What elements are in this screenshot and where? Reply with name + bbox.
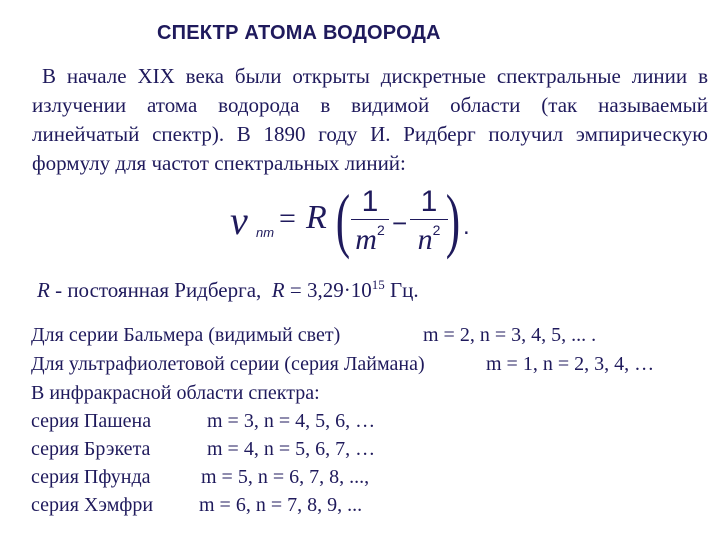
series-row-paschen <box>31 410 376 433</box>
formula-end: . <box>463 213 470 240</box>
series-label: серия Хэмфри <box>31 494 154 516</box>
rydberg-value-symbol: R <box>271 278 285 302</box>
fraction-numerator: 1 <box>420 185 438 218</box>
fraction-numerator: 1 <box>361 185 379 218</box>
series-row-infrared-heading <box>31 382 320 405</box>
series-condition: m = 4, n = 5, 6, 7, … <box>207 438 376 460</box>
rydberg-exponent: 15 <box>371 277 385 292</box>
denominator-power: 2 <box>376 222 385 238</box>
series-label: серия Пашена <box>31 410 152 432</box>
rydberg-symbol: R <box>37 278 50 302</box>
fraction-bar <box>410 219 448 220</box>
intro-paragraph: В начале XIX века были открыты дискретные спектральные линии в излучении атома водорода в видимой области (так называемый линейчатый спектр). В 1890 году И. Ридберг получил эмпирическую формулу для частот спектральных линий: <box>32 64 708 175</box>
rydberg-unit: Гц. <box>384 278 419 302</box>
series-condition: m = 2, n = 3, 4, 5, ... . <box>423 324 597 346</box>
series-condition: m = 1, n = 2, 3, 4, … <box>486 353 655 375</box>
series-row-humphreys <box>31 494 363 517</box>
series-label: Для ультрафиолетовой серии (серия Лаймана) <box>31 353 425 375</box>
fraction-bar <box>351 219 389 220</box>
denominator-var: n <box>417 223 433 256</box>
series-row-balmer <box>31 324 597 347</box>
series-row-brackett <box>31 438 376 461</box>
series-condition: m = 5, n = 6, 7, 8, ..., <box>201 466 370 488</box>
formula-minus: − <box>392 208 408 238</box>
page-title: СПЕКТР АТОМА ВОДОРОДА <box>157 22 441 44</box>
formula-R: R <box>306 199 327 236</box>
formula-right-paren: ) <box>445 180 461 260</box>
rydberg-formula <box>228 180 488 265</box>
rydberg-constant-line <box>37 277 419 303</box>
formula-left-paren: ( <box>335 180 351 260</box>
rydberg-description: - постоянная Ридберга, <box>49 278 262 302</box>
series-label: серия Брэкета <box>31 438 151 460</box>
formula-equals: = <box>279 202 296 235</box>
formula-fraction-n <box>409 185 449 257</box>
series-row-pfund <box>31 466 370 489</box>
rydberg-value: = 3,29·10 <box>284 278 372 302</box>
series-label: серия Пфунда <box>31 466 151 488</box>
series-condition: m = 3, n = 4, 5, 6, … <box>207 410 376 432</box>
series-label: Для серии Бальмера (видимый свет) <box>31 324 341 346</box>
formula-fraction-m <box>350 185 390 257</box>
series-condition: m = 6, n = 7, 8, 9, ... <box>199 494 363 516</box>
formula-subscript: nm <box>256 225 275 240</box>
formula-nu: ν <box>230 198 248 243</box>
fraction-denominator <box>409 222 449 257</box>
series-label: В инфракрасной области спектра: <box>31 382 320 404</box>
denominator-var: m <box>355 223 377 256</box>
series-row-lyman <box>31 353 655 376</box>
fraction-denominator <box>350 222 390 257</box>
denominator-power: 2 <box>432 222 441 238</box>
